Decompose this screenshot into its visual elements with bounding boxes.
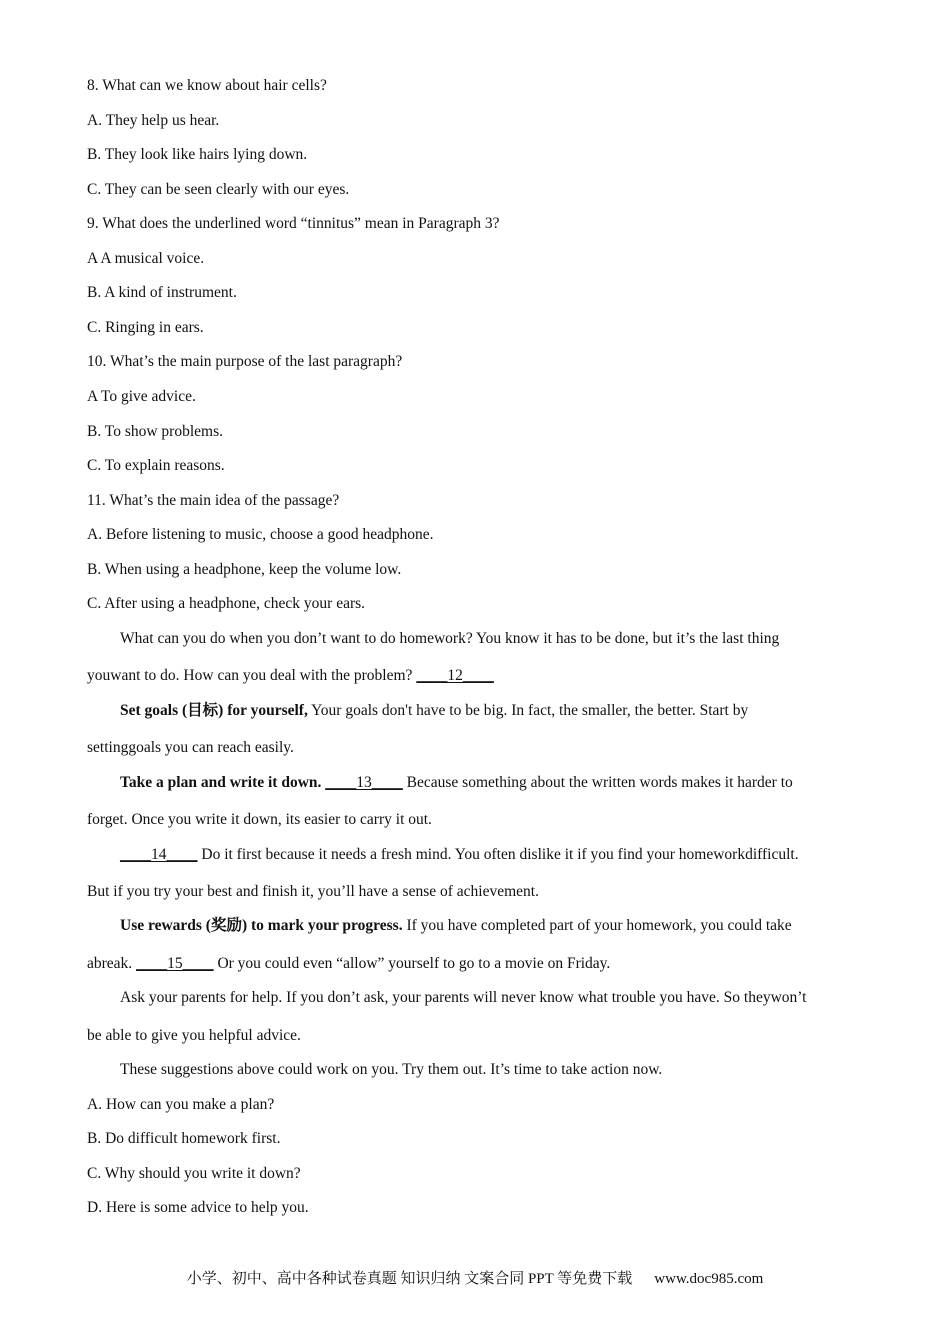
paragraph-2-text: Your goals don't have to be big. In fact, the smaller, the better. Start by — [307, 702, 749, 719]
choice-c: C. Why should you write it down? — [87, 1165, 301, 1182]
blank-14: ____14____ — [120, 846, 198, 863]
q9-option-c: C. Ringing in ears. — [87, 319, 204, 336]
paragraph-4-text: Do it first because it needs a fresh mind. You often dislike it if you find your homeworkdifficult. — [197, 846, 799, 863]
passage-paragraph-4-line-2: But if you try your best and finish it, you’ll have a sense of achievement. — [87, 883, 539, 900]
passage-paragraph-1-line-1: What can you do when you don’t want to do homework? You know it has to be done, but it’s the last thing — [120, 630, 780, 647]
paragraph-5-text-end: Or you could even “allow” yourself to go to a movie on Friday. — [213, 955, 611, 972]
question-9: 9. What does the underlined word “tinnitus” mean in Paragraph 3? — [87, 215, 500, 232]
passage-paragraph-4-line-1 — [120, 845, 799, 865]
paragraph-5-text: If you have completed part of your homework, you could take — [402, 917, 792, 934]
passage-paragraph-7: These suggestions above could work on you. Try them out. It’s time to take action now. — [120, 1061, 663, 1078]
q9-option-b: B. A kind of instrument. — [87, 284, 237, 301]
footer-text: 小学、初中、高中各种试卷真题 知识归纳 文案合同 PPT 等免费下载 — [186, 1271, 633, 1287]
passage-paragraph-3-line-1 — [120, 773, 793, 793]
question-11: 11. What’s the main idea of the passage? — [87, 492, 340, 509]
choice-d: D. Here is some advice to help you. — [87, 1199, 309, 1216]
choice-b: B. Do difficult homework first. — [87, 1130, 281, 1147]
paragraph-3-text: Because something about the written words makes it harder to — [402, 774, 793, 791]
q8-option-a: A. They help us hear. — [87, 112, 220, 129]
page-footer — [0, 1268, 950, 1290]
passage-paragraph-6-line-2: be able to give you helpful advice. — [87, 1027, 301, 1044]
passage-paragraph-3-line-2: forget. Once you write it down, its easier to carry it out. — [87, 811, 432, 828]
passage-paragraph-2-line-1 — [120, 701, 748, 721]
choice-a: A. How can you make a plan? — [87, 1096, 275, 1113]
q10-option-b: B. To show problems. — [87, 423, 223, 440]
passage-paragraph-6-line-1: Ask your parents for help. If you don’t ask, your parents will never know what trouble you have. So theywon’t — [120, 989, 807, 1006]
passage-paragraph-2-line-2: settinggoals you can reach easily. — [87, 739, 294, 756]
q8-option-b: B. They look like hairs lying down. — [87, 146, 308, 163]
q11-option-a: A. Before listening to music, choose a good headphone. — [87, 526, 434, 543]
paragraph-1-text: youwant to do. How can you deal with the problem? — [87, 667, 417, 684]
q10-option-a: A To give advice. — [87, 388, 196, 405]
question-8: 8. What can we know about hair cells? — [87, 77, 327, 94]
blank-12: ____12____ — [416, 667, 494, 684]
blank-15: ____15____ — [136, 955, 214, 972]
question-10: 10. What’s the main purpose of the last paragraph? — [87, 353, 403, 370]
q9-option-a: A A musical voice. — [87, 250, 205, 267]
paragraph-5-text-start: abreak. — [87, 955, 137, 972]
blank-13: ____13____ — [325, 774, 403, 791]
footer-url: www.doc985.com — [654, 1271, 764, 1287]
passage-paragraph-5-line-1 — [120, 916, 792, 936]
passage-paragraph-1-line-2 — [87, 666, 494, 686]
heading-take-a-plan: Take a plan and write it down. — [120, 774, 322, 791]
passage-paragraph-5-line-2 — [87, 954, 610, 974]
heading-set-goals: Set goals (目标) for yourself, — [120, 702, 308, 719]
q10-option-c: C. To explain reasons. — [87, 457, 225, 474]
q11-option-b: B. When using a headphone, keep the volume low. — [87, 561, 402, 578]
heading-use-rewards: Use rewards (奖励) to mark your progress. — [120, 917, 403, 934]
q8-option-c: C. They can be seen clearly with our eyes. — [87, 181, 350, 198]
q11-option-c: C. After using a headphone, check your ears. — [87, 595, 366, 612]
